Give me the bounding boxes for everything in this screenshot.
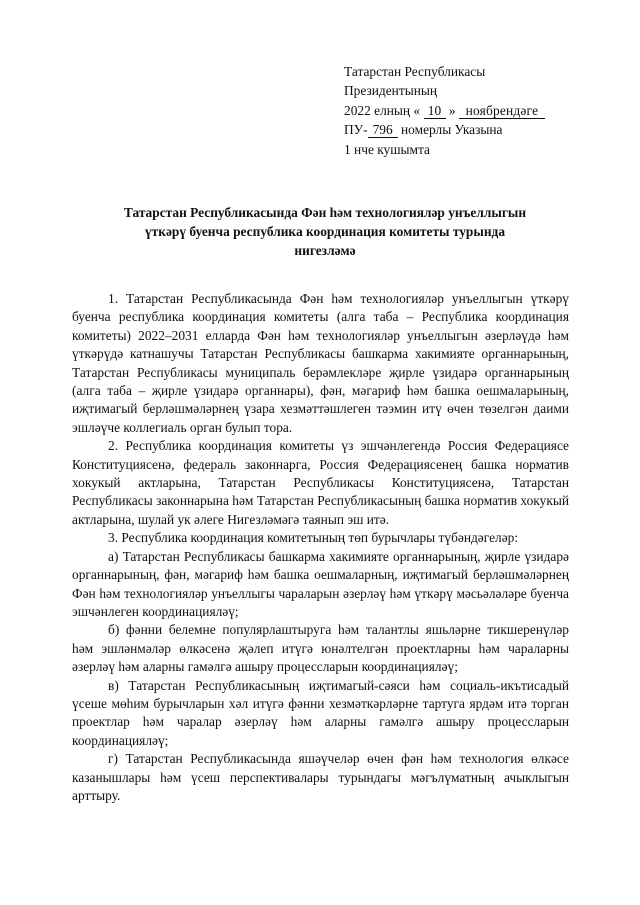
appendix-date-line — [344, 101, 545, 120]
date-month: ноябрендәге — [459, 103, 545, 119]
title-line-3: нигезләмә — [294, 243, 356, 259]
list-item-b: б) фәнни белемне популярлаштыруга һәм талантлы яшьләрне тикшеренүләр һәм эшләнмәләр өлкәсенә җәлеп итүгә юнәлтелгән проектларны һәм чараларны әзерләү һәм аларны гамәлгә ашыру процессларын координацияләү; — [72, 622, 569, 675]
date-prefix: 2022 елның « — [344, 102, 421, 118]
document-body — [72, 290, 569, 805]
paragraph-1: 1. Татарстан Республикасында Фән һәм технологияләр унъеллыгын үткәрү буенча республика координация комитеты (алга таба – Республика координация комитеты) 2022–2031 елларда Фән һәм технологияләр унъеллыгын әзерләүдә һәм үткәрүдә катнашучы Татарстан Республикасы башкарма хакимияте органнарының, Татарстан Республикасы муниципаль берәмлекләре җирле үзидарә органнарының (алга таба – җирле үзидарә органнары), фән, мәгариф һәм башка оешмаларының, иҗтимагый берләшмәләрнең үзара хезмәттәшлеген тәэмин итү өчен төзелгән даими эшләүче коллегиаль орган булып тора. — [72, 291, 569, 435]
date-quote: » — [448, 102, 456, 118]
list-item-a: а) Татарстан Республикасы башкарма хакимияте органнарының, җирле үзидарә органнарының, фән, мәгариф һәм башка оешмаларның, иҗтимагый берләшмәләрнең Фән һәм технологияләр унъеллыгы чараларын әзерләү һәм үткәрү мәсьәләләре буенча эшчәнлеген координацияләү; — [72, 548, 569, 619]
decree-prefix: ПУ- — [344, 122, 368, 138]
title-line-1: Татарстан Республикасында Фән һәм технологияләр унъеллыгын — [123, 205, 527, 220]
appendix-attachment-number: 1 нче кушымта — [344, 141, 430, 157]
list-item-g: г) Татарстан Республикасында яшәүчеләр өчен фән һәм технология өлкәсе казанышлары һәм үсеш перспективалары турындагы мәгълүматның ачыклыгын арттыру. — [72, 751, 569, 803]
title-line-2: үткәрү буенча республика координация комитеты турында — [144, 224, 506, 240]
decree-suffix: номерлы Указына — [400, 122, 503, 138]
paragraph-3: 3. Республика координация комитетының төп бурычлары түбәндәгеләр: — [108, 530, 519, 546]
paragraph-2: 2. Республика координация комитеты үз эшчәнлегендә Россия Федерациясе Конституциясенә, федераль законнарга, Россия Федерациясенең башка норматив хокукый актларына, Татарстан Республикасы Конституциясенә, Татарстан Республикасы законнарына һәм Татарстан Республикасының башка норматив хокукый актларына, шулай ук әлеге Нигезләмәгә таянып эш итә. — [72, 438, 569, 527]
document-title — [80, 203, 570, 261]
decree-number: 796 — [368, 122, 398, 138]
appendix-line-president: Президентының — [344, 83, 438, 99]
list-item-v: в) Татарстан Республикасының иҗтимагый-сәяси һәм социаль-икътисадый үсеше мөһим бурычларын хәл итүгә фәнни хезмәткәрләрне тартуга ярдәм итә торган проектлар һәм чаралар әзерләү һәм аларны гамәлгә ашыру процессларын координацияләү; — [72, 677, 569, 748]
appendix-decree-line — [344, 120, 545, 139]
date-day: 10 — [424, 103, 446, 119]
appendix-line-republic: Татарстан Республикасы — [344, 64, 486, 79]
appendix-header — [344, 62, 545, 159]
